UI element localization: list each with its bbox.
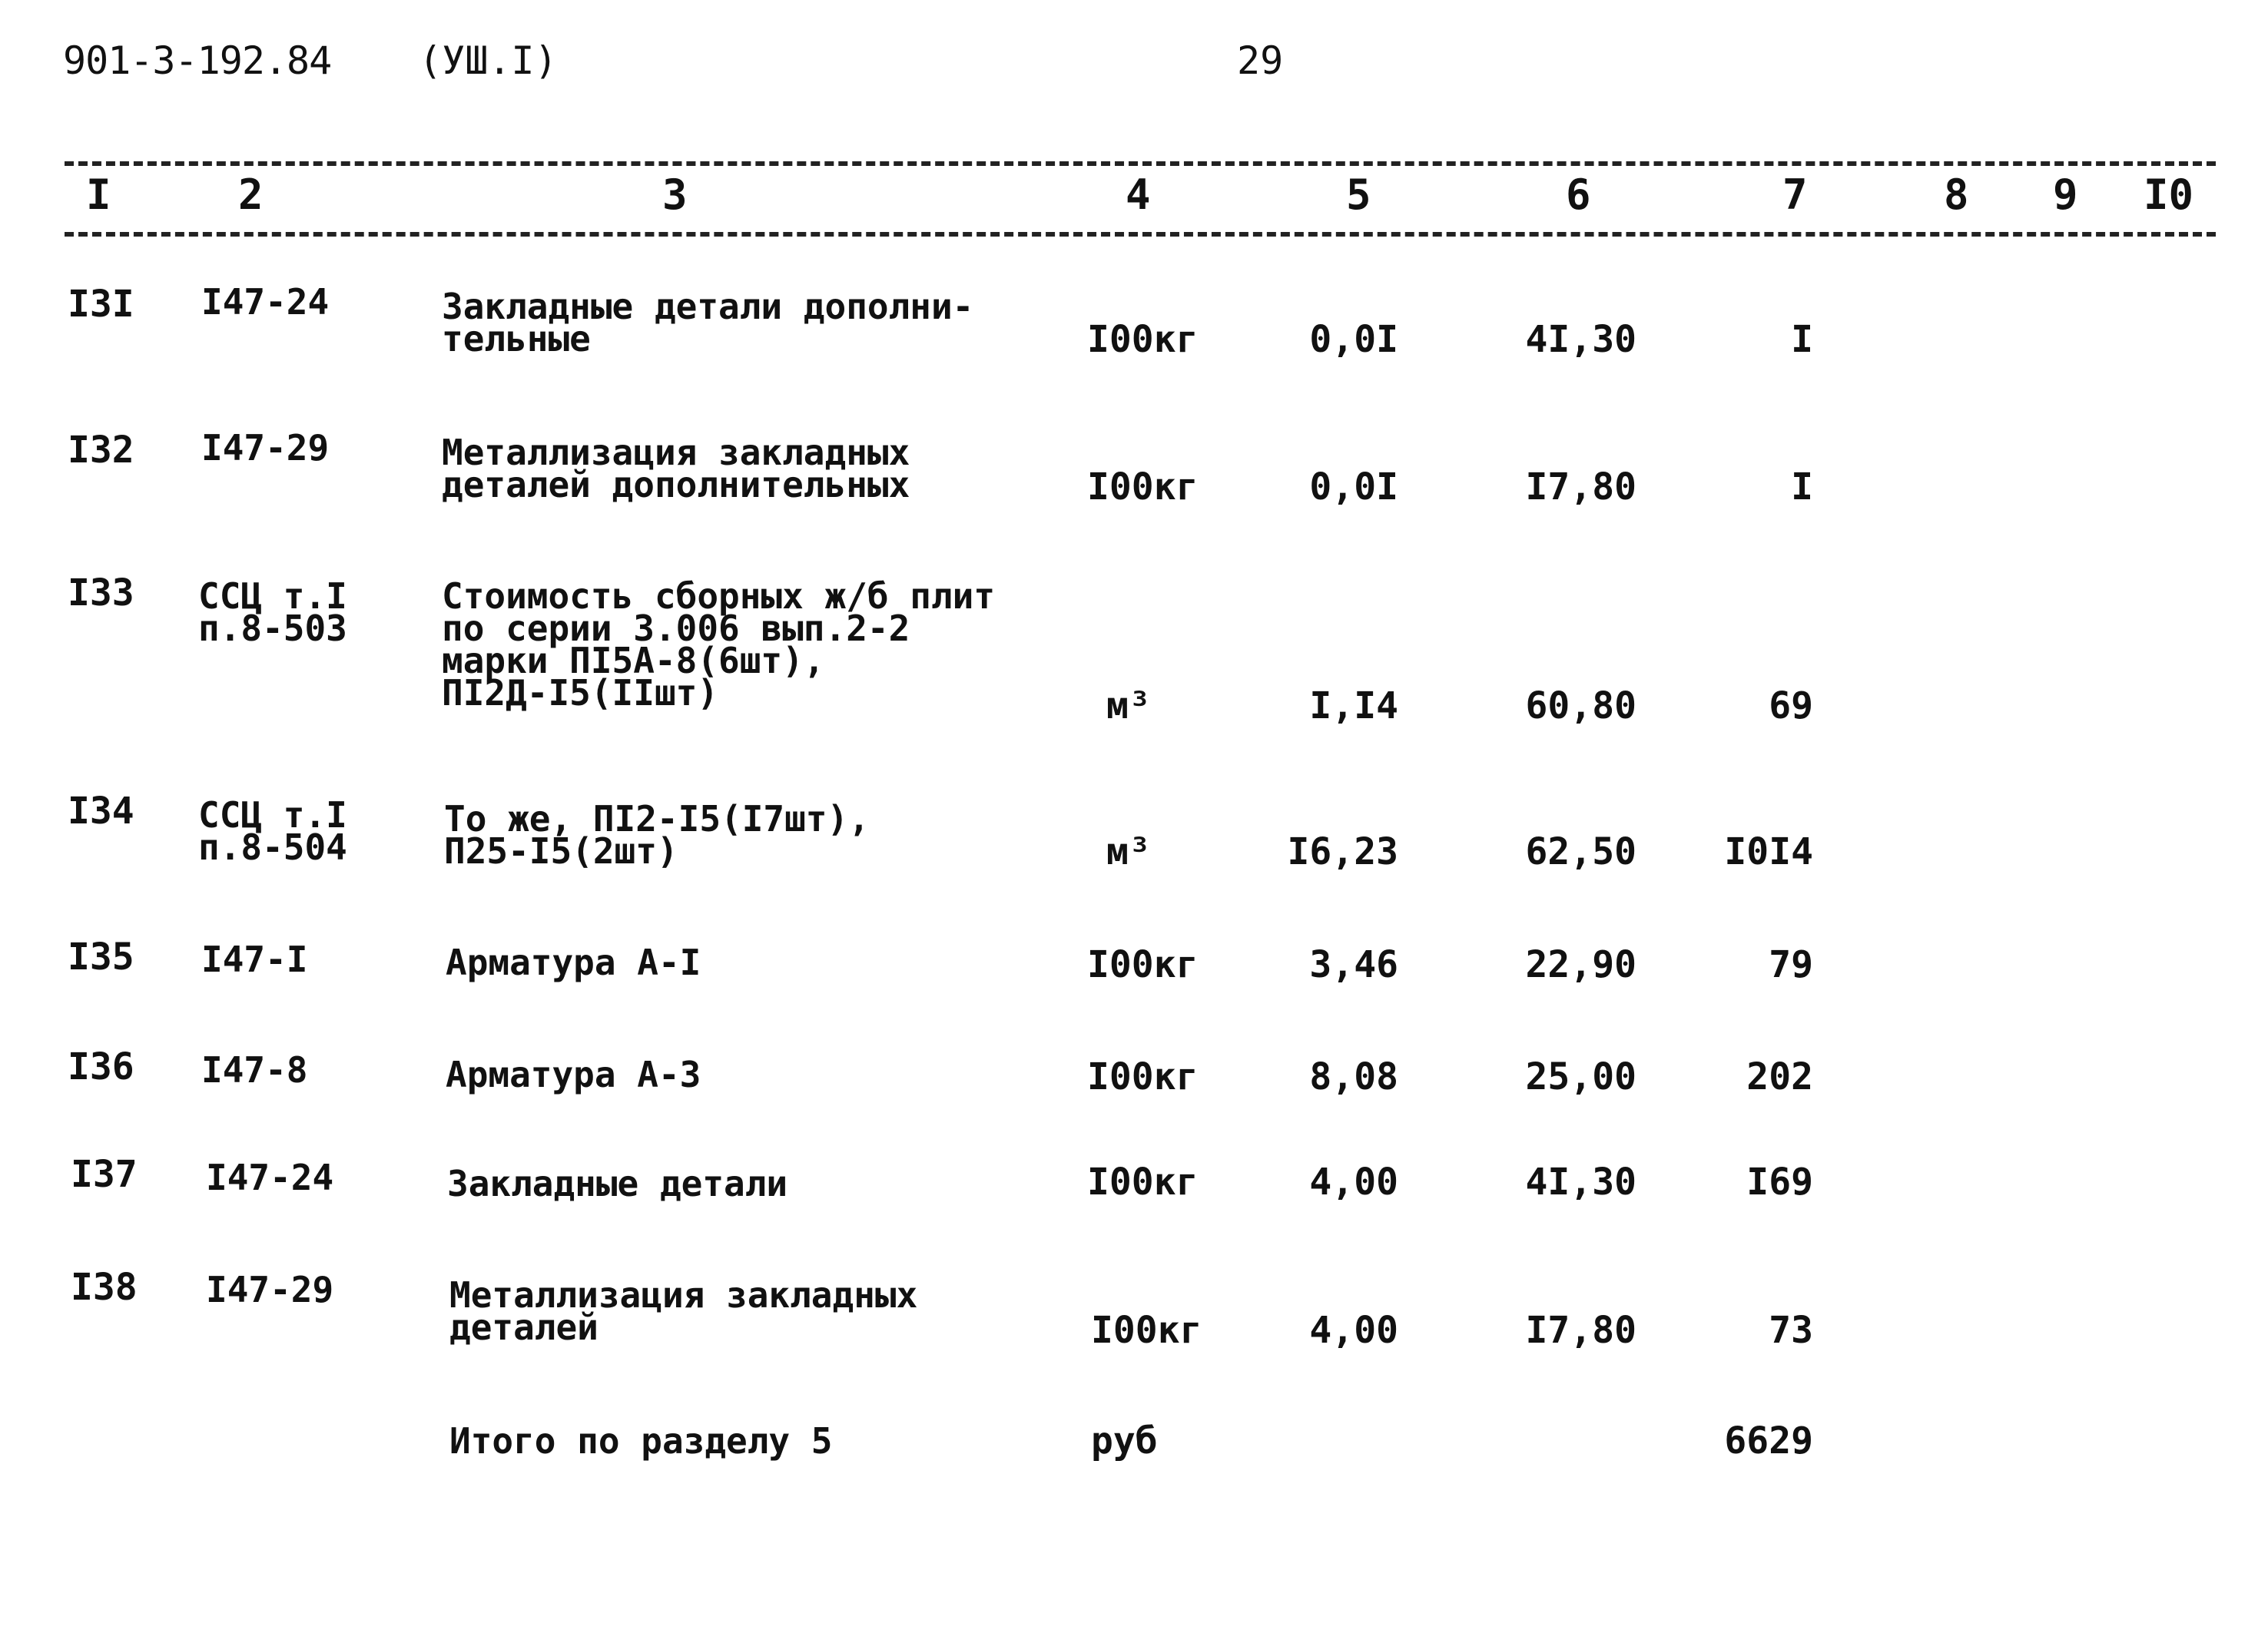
work-description: Закладные детали xyxy=(447,1163,788,1204)
header-bottom-divider xyxy=(65,232,2216,237)
unit: I00кг xyxy=(1087,318,1199,361)
work-description: Стоимость сборных ж/б плит по серии 3.006 вып.2-2 марки ПI5А-8(6шт), ПI2Д-I5(IIшт) xyxy=(442,575,996,714)
rate-code: ССЦ т.I п.8-503 xyxy=(198,575,347,649)
col-header-2: 2 xyxy=(238,171,264,219)
col-header-10: I0 xyxy=(2144,171,2194,219)
quantity: 0,0I xyxy=(1309,318,1398,361)
rate-code: I47-24 xyxy=(206,1157,334,1198)
quantity: I,I4 xyxy=(1309,684,1398,727)
total-cost: 79 xyxy=(1769,943,1813,986)
row-number: I36 xyxy=(68,1045,134,1088)
unit: м³ xyxy=(1106,830,1151,873)
total-cost: I0I4 xyxy=(1724,830,1813,873)
row-number: I37 xyxy=(71,1153,138,1196)
rate-code: I47-8 xyxy=(201,1049,308,1091)
header-top-divider xyxy=(65,161,2216,166)
quantity: 4,00 xyxy=(1309,1161,1398,1204)
document-code: 901-3-192.84 xyxy=(63,38,332,83)
unit-price: 25,00 xyxy=(1525,1055,1636,1098)
unit-price: 62,50 xyxy=(1525,830,1636,873)
section-total-value: 6629 xyxy=(1724,1419,1813,1462)
rate-code: I47-29 xyxy=(201,427,330,469)
rate-code: ССЦ т.I п.8-504 xyxy=(198,794,347,868)
row-number: I33 xyxy=(68,571,134,614)
col-header-9: 9 xyxy=(2053,171,2078,219)
quantity: I6,23 xyxy=(1287,830,1398,873)
quantity: 4,00 xyxy=(1309,1309,1398,1352)
quantity: 3,46 xyxy=(1309,943,1398,986)
row-number: I38 xyxy=(71,1266,138,1309)
col-header-4: 4 xyxy=(1126,171,1151,219)
work-description: Закладные детали дополни- тельные xyxy=(442,286,974,359)
col-header-7: 7 xyxy=(1782,171,1808,219)
section-total-unit: руб xyxy=(1091,1419,1158,1462)
col-header-6: 6 xyxy=(1566,171,1591,219)
total-cost: I xyxy=(1791,318,1813,361)
unit-price: I7,80 xyxy=(1525,1309,1636,1352)
total-cost: 73 xyxy=(1769,1309,1813,1352)
unit: I00кг xyxy=(1087,1161,1199,1204)
row-number: I32 xyxy=(68,429,134,472)
total-cost: 202 xyxy=(1746,1055,1813,1098)
work-description: Арматура А-3 xyxy=(446,1054,701,1095)
quantity: 0,0I xyxy=(1309,465,1398,508)
row-number: I35 xyxy=(68,936,134,979)
work-description: То же, ПI2-I5(I7шт), П25-I5(2шт) xyxy=(444,798,870,872)
unit-price: I7,80 xyxy=(1525,465,1636,508)
document-subsection: (УШ.I) xyxy=(419,38,558,83)
unit: I00кг xyxy=(1091,1309,1202,1352)
col-header-5: 5 xyxy=(1346,171,1371,219)
total-cost: I xyxy=(1791,465,1813,508)
quantity: 8,08 xyxy=(1309,1055,1398,1098)
unit-price: 4I,30 xyxy=(1525,318,1636,361)
page-number: 29 xyxy=(1237,38,1284,83)
col-header-8: 8 xyxy=(1944,171,1969,219)
work-description: Металлизация закладных деталей дополнительных xyxy=(442,432,910,505)
unit: м³ xyxy=(1106,684,1151,727)
rate-code: I47-24 xyxy=(201,281,330,323)
row-number: I34 xyxy=(68,790,134,833)
rate-code: I47-29 xyxy=(206,1269,334,1310)
unit: I00кг xyxy=(1087,1055,1199,1098)
work-description: Арматура А-I xyxy=(446,942,701,983)
col-header-3: 3 xyxy=(662,171,688,219)
unit: I00кг xyxy=(1087,943,1199,986)
rate-code: I47-I xyxy=(201,939,308,980)
unit-price: 22,90 xyxy=(1525,943,1636,986)
unit: I00кг xyxy=(1087,465,1199,508)
col-header-1: I xyxy=(86,171,111,219)
unit-price: 60,80 xyxy=(1525,684,1636,727)
total-cost: I69 xyxy=(1746,1161,1813,1204)
total-cost: 69 xyxy=(1769,684,1813,727)
row-number: I3I xyxy=(68,283,134,326)
work-description: Металлизация закладных деталей xyxy=(449,1274,918,1348)
section-total-label: Итого по разделу 5 xyxy=(449,1420,833,1462)
unit-price: 4I,30 xyxy=(1525,1161,1636,1204)
